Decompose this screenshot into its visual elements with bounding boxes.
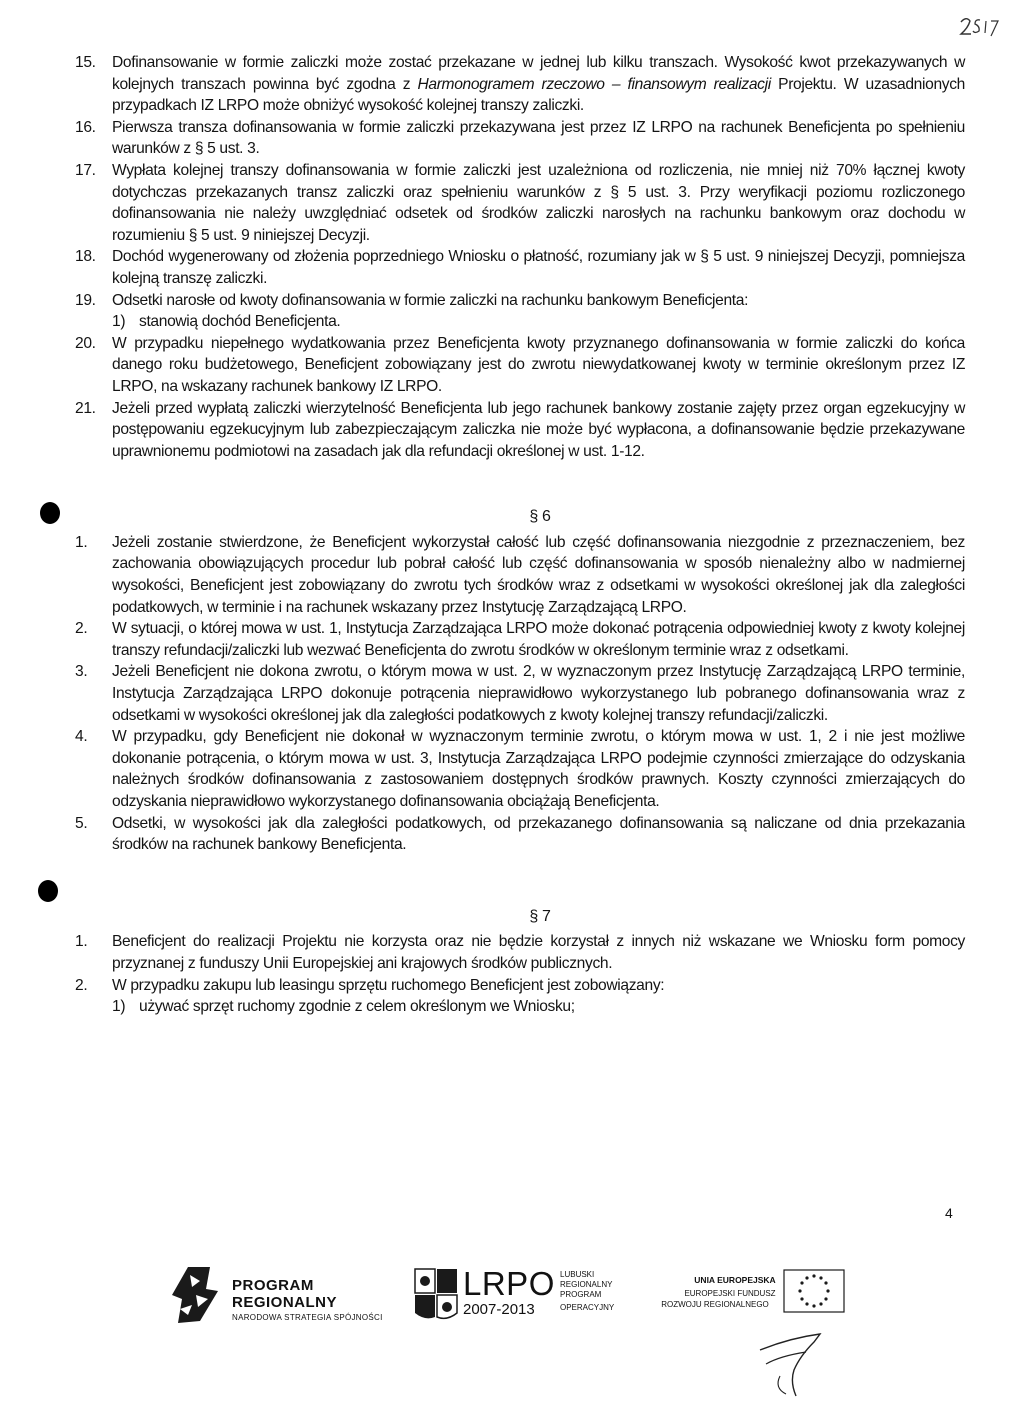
paragraph-text: Dochód wygenerowany od złożenia poprzedniego Wniosku o płatność, rozumiany jak w § 5 ust. 9 niniejszej Decyzji, pomniejsza kolejną transzę zaliczki. — [112, 248, 965, 287]
signature — [750, 1320, 840, 1405]
s7-paragraph-1 — [75, 931, 965, 974]
sub-point-text: używać sprzęt ruchomy zgodnie z celem określonym we Wniosku; — [139, 998, 575, 1016]
paragraph-text: Wypłata kolejnej transzy dofinansowania w formie zaliczki jest uzależniona od rozliczenia, nie mniej niż 70% łącznej kwoty dotychczas przekazanych transz zaliczki oraz spełnieniu warunków z § 5 ust. 3. Przy weryfikacji poziomu rozliczonego dofinansowania nie należy uwzględniać odsetek od środków zaliczki narosłych na rachunku bankowym oraz dochodu w rozumieniu § 5 ust. 9 niniejszej Decyzji. — [112, 161, 965, 244]
document-body — [75, 52, 965, 1018]
footer-logos — [0, 1265, 1024, 1325]
paragraph-20 — [75, 333, 965, 398]
paragraph-text: W sytuacji, o której mowa w ust. 1, Instytucja Zarządzająca LRPO może dokonać potrącenia odpowiedniej kwoty z kwoty kolejnej transzy refundacji/zaliczki lub wezwać Beneficjenta do zwrotu środków w określonym terminie wraz z odsetkami. — [112, 620, 965, 659]
eu-flag-icon — [783, 1269, 845, 1313]
section-6-heading: § 6 — [529, 508, 551, 526]
s7-paragraph-2 — [75, 975, 965, 1018]
text-part: Dofinansowanie w formie zaliczki może zostać przekazane w jednej lub kilku transzach. Wysokość kwot przekazywanych w kolejnych transzach powinna być zgodna z — [112, 54, 965, 93]
section-7-heading: § 7 — [529, 907, 551, 925]
logo1-line2: REGIONALNY — [232, 1294, 338, 1311]
s6-paragraph-2 — [75, 618, 965, 661]
sub-point — [112, 996, 965, 1018]
sub-point-text: stanowią dochód Beneficjenta. — [139, 313, 341, 331]
paragraph-content — [112, 975, 965, 1018]
paragraph-number: 2. — [75, 620, 88, 638]
page-number: 4 — [945, 1205, 953, 1221]
logo2-years: 2007-2013 — [463, 1301, 535, 1318]
punch-hole-top — [40, 502, 60, 524]
paragraph-number: 16. — [75, 118, 96, 136]
logo2-small1: LUBUSKI — [560, 1270, 595, 1279]
paragraph-17 — [75, 160, 965, 246]
paragraph-19 — [75, 290, 965, 333]
handwritten-page-mark — [958, 14, 1008, 45]
paragraph-text: W przypadku zakupu lub leasingu sprzętu ruchomego Beneficjent jest zobowiązany: — [112, 976, 665, 994]
paragraph-15 — [75, 52, 965, 117]
paragraph-text — [112, 52, 965, 117]
paragraph-text: Jeżeli przed wypłatą zaliczki wierzytelność Beneficjenta lub jego rachunek bankowy zostanie zajęty przez organ egzekucyjny w postępowaniu egzekucyjnym lub zabezpieczającym zaliczka nie może być wypłacona, a dofinansowanie będzie przekazywane uprawnionemu podmiotowi na zasadach jak dla refundacji określonej w ust. 1-12. — [112, 399, 965, 460]
sub-point-number: 1) — [112, 313, 126, 331]
paragraph-text: W przypadku, gdy Beneficjent nie dokonał w wyznaczonym terminie zwrotu, o którym mowa w ust. 1, 2 i nie jest możliwe dokonanie potrącenia, o którym mowa w ust. 3, Instytucja Zarządzająca LRPO podejmie czynności zmierzające do odzyskania należnych środków dofinansowania z zastosowaniem dostępnych środków prawnych. Koszty czynności zmierzających do odzyskania nieprawidłowo wykorzystanego dofinansowania obciążają Beneficjenta. — [112, 728, 965, 810]
paragraph-number: 5. — [75, 814, 88, 832]
logo3-line2: EUROPEJSKI FUNDUSZ — [684, 1289, 776, 1298]
paragraph-text: W przypadku niepełnego wydatkowania przez Beneficjenta kwoty przyznanego dofinansowania w formie zaliczki do końca danego roku budżetowego, Beneficjent zobowiązany jest do zwrotu niewydatkowanej kwoty w terminie określonym przez IZ LRPO, na wskazany rachunek bankowy IZ LRPO. — [112, 334, 965, 395]
s6-paragraph-1 — [75, 532, 965, 618]
paragraph-number: 1. — [75, 933, 88, 951]
s6-paragraph-5 — [75, 813, 965, 856]
sub-point-number: 1) — [112, 998, 126, 1016]
paragraph-number: 21. — [75, 399, 96, 417]
paragraph-number: 1. — [75, 533, 88, 551]
logo2-small4: OPERACYJNY — [560, 1303, 615, 1312]
logo2-main: LRPO — [463, 1265, 555, 1302]
paragraph-number: 19. — [75, 291, 96, 309]
paragraph-text: Odsetki narosłe od kwoty dofinansowania w formie zaliczki na rachunku bankowym Beneficjenta: — [112, 291, 749, 309]
paragraph-18 — [75, 246, 965, 289]
paragraph-16 — [75, 117, 965, 160]
paragraph-number: 20. — [75, 334, 96, 352]
logo3-line1: UNIA EUROPEJSKA — [694, 1275, 776, 1285]
paragraph-text: Jeżeli Beneficjent nie dokona zwrotu, o którym mowa w ust. 2, w wyznaczonym przez Instytucję Zarządzającą LRPO terminie, Instytucja Zarządzająca LRPO dokonuje potrącenia nieprawidłowo wykorzystanego lub pobranego dofinansowania wraz z odsetkami w wysokości określonej jak dla zaległości podatkowych z kwoty kolejnej transzy refundacji/zaliczki. — [112, 663, 965, 724]
paragraph-text: Pierwsza transza dofinansowania w formie zaliczki przekazywana jest przez IZ LRPO na rachunek Beneficjenta po spełnieniu warunków z § 5 ust. 3. — [112, 118, 965, 158]
text-part: Projektu. W uzasadnionych przypadkach IZ LRPO może obniżyć wysokość kolejnej transzy zaliczki. — [112, 75, 965, 115]
s6-paragraph-4 — [75, 726, 965, 812]
logo1-line1: PROGRAM — [232, 1277, 314, 1294]
paragraph-text: Jeżeli zostanie stwierdzone, że Beneficjent wykorzystał całość lub część dofinansowania niezgodnie z przeznaczeniem, bez zachowania obowiązujących procedur lub pobrał całość lub część dofinansowania w sposób nienależny albo w nadmiernej wysokości, Beneficjent jest zobowiązany do zwrotu tych środków wraz z odsetkami w wysokości określonej jak dla zaległości podatkowych, w terminie i na rachunek wskazany przez Instytucję Zarządzającą LRPO. — [112, 533, 965, 616]
logo3-line3: ROZWOJU REGIONALNEGO — [661, 1300, 769, 1309]
paragraph-content — [112, 290, 965, 333]
paragraph-number: 2. — [75, 976, 88, 994]
lrpo-crest-icon — [413, 1267, 459, 1323]
paragraph-21 — [75, 398, 965, 463]
paragraph-number: 17. — [75, 161, 96, 179]
handwritten-mark-icon — [958, 14, 1008, 40]
sub-point — [112, 311, 965, 333]
logo2-small2: REGIONALNY — [560, 1280, 613, 1289]
text-part-italic: Harmonogramem rzeczowo – finansowym realizacji — [417, 75, 771, 93]
paragraph-number: 3. — [75, 663, 88, 681]
logo1-line3: NARODOWA STRATEGIA SPÓJNOŚCI — [232, 1313, 383, 1322]
paragraph-number: 15. — [75, 54, 96, 71]
s6-paragraph-3 — [75, 661, 965, 726]
logo2-small3: PROGRAM — [560, 1290, 602, 1299]
punch-hole-bottom — [38, 880, 58, 902]
program-regionalny-logo-icon — [170, 1265, 225, 1325]
paragraph-number: 4. — [75, 728, 88, 746]
paragraph-text: Odsetki, w wysokości jak dla zaległości podatkowych, od przekazanego dofinansowania są naliczane od dnia przekazania środków na rachunek bankowy Beneficjenta. — [112, 814, 965, 854]
paragraph-number: 18. — [75, 248, 96, 266]
signature-icon — [750, 1320, 840, 1400]
paragraph-text: Beneficjent do realizacji Projektu nie korzysta oraz nie będzie korzystał z innych niż wskazane we Wniosku form pomocy przyznanej z funduszy Unii Europejskiej ani krajowych środków publicznych. — [112, 933, 965, 972]
